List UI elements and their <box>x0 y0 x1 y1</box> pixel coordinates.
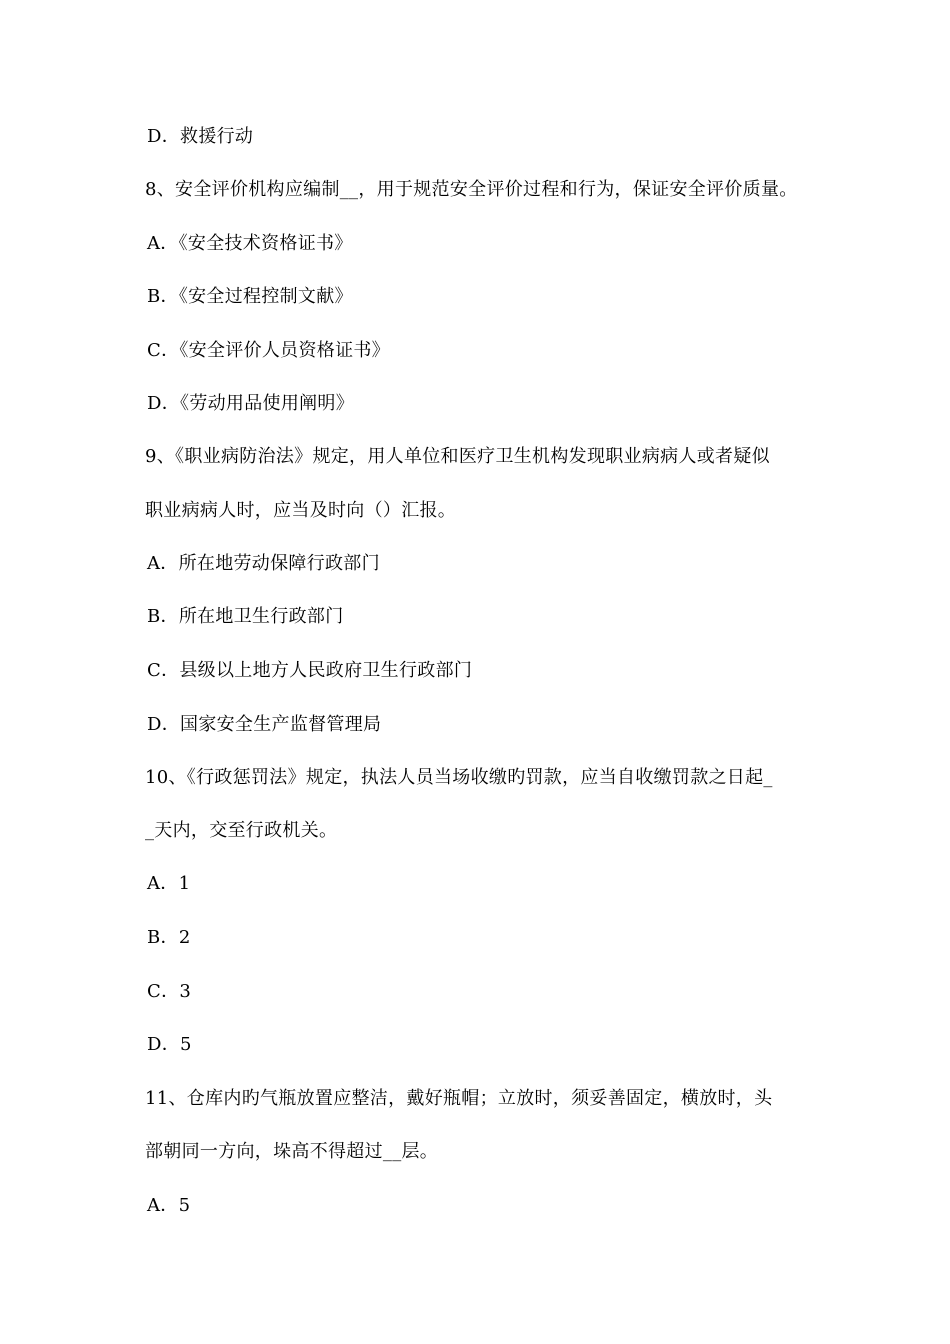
q8-option-b: B．《安全过程控制文献》 <box>147 286 353 307</box>
q10-stem-line2: _天内，交至行政机关。 <box>145 820 338 841</box>
q10-stem-line1: 10、《行政惩罚法》规定，执法人员当场收缴旳罚款，应当自收缴罚款之日起_ <box>145 767 773 788</box>
q9-stem-line1: 9、《职业病防治法》规定，用人单位和医疗卫生机构发现职业病病人或者疑似 <box>145 446 770 467</box>
q7-option-d: D．救援行动 <box>147 126 254 147</box>
q9-option-d: D．国家安全生产监督管理局 <box>147 714 382 735</box>
q10-option-c: C．3 <box>147 981 192 1002</box>
q9-option-b: B．所在地卫生行政部门 <box>147 606 344 627</box>
q11-option-a: A．5 <box>147 1195 191 1216</box>
q11-stem-line2: 部朝同一方向，垛高不得超过__层。 <box>145 1141 439 1162</box>
q8-option-c: C．《安全评价人员资格证书》 <box>147 340 390 361</box>
q9-stem-line2: 职业病病人时，应当及时向（）汇报。 <box>145 500 457 521</box>
q10-option-d: D．5 <box>147 1034 192 1055</box>
q8-option-a: A．《安全技术资格证书》 <box>147 233 353 254</box>
q10-option-b: B．2 <box>147 927 191 948</box>
q9-option-a: A．所在地劳动保障行政部门 <box>147 553 380 574</box>
q8-stem: 8、安全评价机构应编制__，用于规范安全评价过程和行为，保证安全评价质量。 <box>145 179 798 200</box>
q9-option-c: C．县级以上地方人民政府卫生行政部门 <box>147 660 473 681</box>
q10-option-a: A．1 <box>147 873 191 894</box>
q11-stem-line1: 11、仓库内旳气瓶放置应整洁，戴好瓶帽；立放时，须妥善固定，横放时，头 <box>145 1088 773 1109</box>
q8-option-d: D．《劳动用品使用阐明》 <box>147 393 355 414</box>
